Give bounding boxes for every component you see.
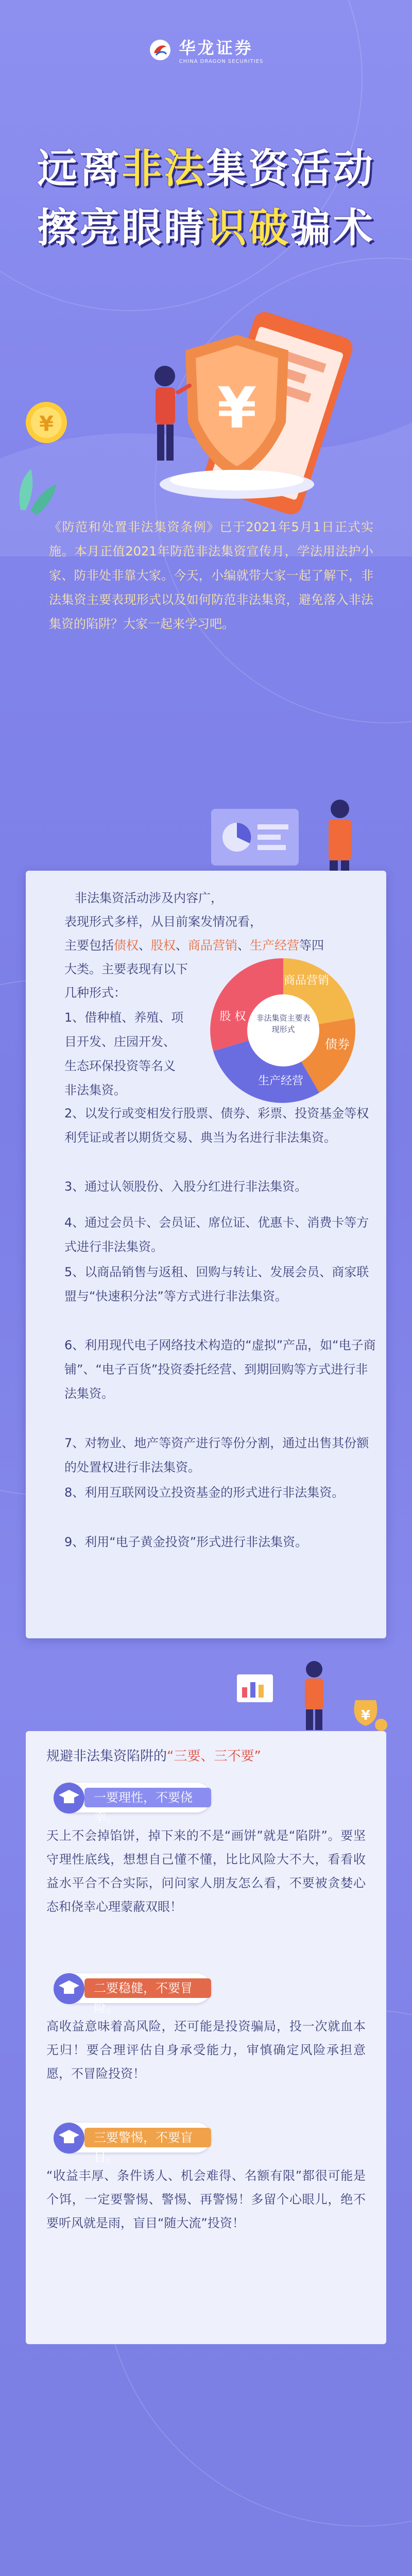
form-item: 4、通过会员卡、会员证、席位证、优惠卡、消费卡等方式进行非法集资。 — [64, 1215, 369, 1254]
svg-text:¥: ¥ — [360, 1708, 371, 1723]
brand-name: 华龙证券 — [179, 38, 253, 58]
brand-name-en: CHINA DRAGON SECURITIES — [179, 59, 264, 64]
svg-text:¥: ¥ — [217, 375, 257, 441]
forms-card — [26, 871, 386, 1638]
intro-paragraph: 《防范和处置非法集资条例》已于2021年5月1日正式实施。本月正值2021年防范非法集资宣传月，学法用法护小家、防非处非靠大家。今天，小编就带大家一起了解下，非法集资主要表现形式以及如何防范非法集资，避免落入非法集资的陷阱？大家一起来学习吧。 — [49, 520, 373, 631]
form-item: 5、以商品销售与返租、回购与转让、发展会员、商家联盟与“快速积分法”等方式进行非法集资。 — [64, 1265, 369, 1303]
tip-header — [57, 2123, 211, 2164]
donut-label: 生产经营 — [258, 1075, 304, 1088]
tip-tag: 二要稳健，不要冒险。 — [84, 1978, 211, 1998]
form-item: 1、借种植、养殖、项目开发、庄园开发、生态环保投资等名义非法集资。 — [64, 1010, 184, 1097]
form-item: 8、利用互联网设立投资基金的形式进行非法集资。 — [64, 1485, 345, 1500]
forms-donut-chart — [191, 948, 376, 1113]
form-item: 9、利用“电子黄金投资”形式进行非法集资。 — [64, 1535, 308, 1549]
tip-header — [57, 1973, 211, 2015]
tip-body: “收益丰厚、条件诱人、机会难得、名额有限”都很可能是个饵，一定要警惕、警惕、再警惕！多留个心眼儿，绝不要听风就是雨，盲目“随大流”投资！ — [46, 2168, 366, 2230]
lead-line: 主要包括债权、股权、商品营销、生产经营等四 — [64, 938, 324, 953]
tip-body: 高收益意味着高风险，还可能是投资骗局，投一次就血本无归！要合理评估自身承受能力，审慎确定风险承担意愿，不冒险投资！ — [46, 2019, 366, 2081]
lead-line: 非法集资活动涉及内容广， — [75, 891, 223, 905]
headline-line1: 远离非法集资活动 — [37, 145, 375, 192]
tip-body: 天上不会掉馅饼，掉下来的不是“画饼”就是“陷阱”。要坚守理性底线，想想自己懂不懂，比比风险大不大，看看收益水平合不合实际，问问家人朋友怎么看，不要被贪婪心态和侥幸心理蒙蔽双眼！ — [46, 1828, 366, 1914]
form-item: 7、对物业、地产等资产进行等份分割，通过出售其份额的处置权进行非法集资。 — [64, 1436, 369, 1475]
lead-line: 表现形式多样，从目前案发情况看， — [64, 914, 262, 929]
form-item: 3、通过认领股份、入股分红进行非法集资。 — [64, 1179, 307, 1194]
donut-label: 商品营销 — [283, 974, 330, 987]
headline-line2: 擦亮眼睛识破骗术 — [37, 205, 375, 251]
graduation-cap-icon — [53, 2120, 85, 2156]
graduation-cap-icon — [53, 1780, 85, 1816]
donut-center-label: 非法集资主要表现形式 — [256, 1013, 311, 1034]
tip-header — [57, 1783, 211, 1824]
dragon-logo-icon — [149, 39, 171, 61]
tip-tag: 一要理性，不要侥幸。 — [84, 1788, 211, 1807]
money-illustration — [237, 1659, 391, 1731]
graduation-cap-icon — [53, 1970, 85, 2006]
tip-tag: 三要警惕，不要盲目。 — [84, 2128, 211, 2147]
donut-label: 债券 — [325, 1037, 350, 1052]
donut-label: 股 权 — [219, 1010, 246, 1023]
tips-title: 规避非法集资陷阱的“三要、三不要” — [46, 1749, 261, 1764]
lead-line: 大类。主要表现有以下 — [64, 962, 188, 976]
lead-line: 几种形式： — [64, 986, 126, 1000]
brand-logo — [0, 35, 412, 64]
tips-card — [26, 1731, 386, 2344]
form-item: 2、以发行或变相发行股票、债券、彩票、投资基金等权利凭证或者以期货交易、典当为名进行非法集资。 — [64, 1106, 369, 1145]
form-item: 6、利用现代电子网络技术构造的“虚拟”产品，如“电子商铺”、“电子百货”投资委托经营、到期回购等方式进行非法集资。 — [64, 1338, 376, 1401]
svg-text:¥: ¥ — [39, 412, 54, 436]
